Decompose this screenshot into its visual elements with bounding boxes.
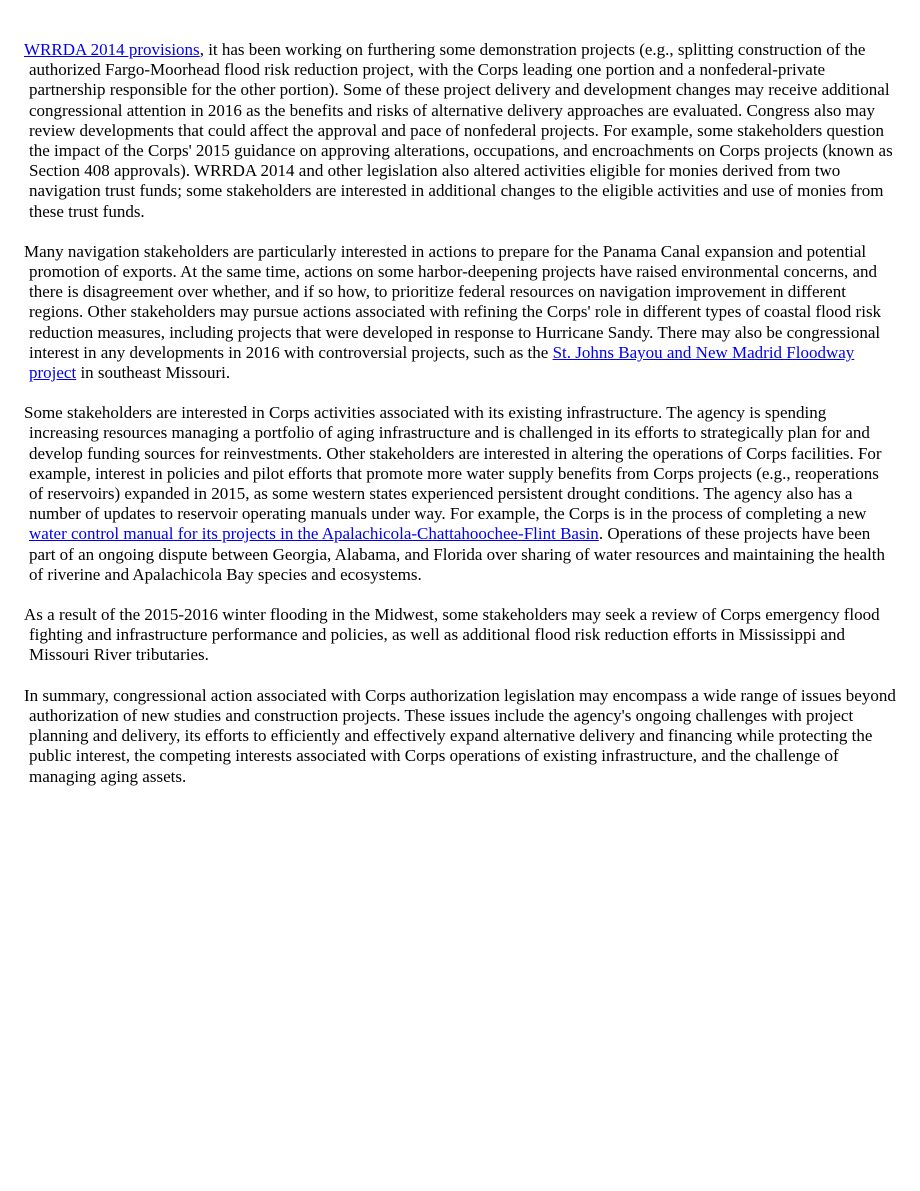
paragraph-winter-flooding [24,605,896,666]
paragraph-wrrda-provisions [24,40,896,222]
st-johns-bayou-link[interactable]: St. Johns Bayou and New Madrid Floodway project [29,342,855,383]
paragraph-text: . Operations of these projects have been part of an ongoing dispute between Georgia, Alabama, and Florida over sharing of water resources and maintaining the health of riverine and Apalachicola Bay species and ecosystems. [29,524,886,584]
water-control-manual-link[interactable]: water control manual for its projects in the Apalachicola-Chattahoochee-Flint Basin [29,524,599,544]
paragraph-text: In summary, congressional action associated with Corps authorization legislation may encompass a wide range of issues beyond authorization of new studies and construction projects. These issues include the agency's ongoing challenges with project planning and delivery, its efforts to efficiently and effectively expand alternative delivery and financing while protecting the public interest, the competing interests associated with Corps operations of existing infrastructure, and the challenge of managing aging assets. [24,685,896,786]
paragraph-existing-infrastructure [24,403,896,585]
paragraph-text: As a result of the 2015-2016 winter flooding in the Midwest, some stakeholders may seek a review of Corps emergency flood fighting and infrastructure performance and policies, as well as additional flood risk reduction efforts in Mississippi and Missouri River tributaries. [24,605,880,665]
paragraph-text: Many navigation stakeholders are particularly interested in actions to prepare for the Panama Canal expansion and potential promotion of exports. At the same time, actions on some harbor-deepening projects have raised environmental concerns, and there is disagreement over whether, and if so how, to prioritize federal resources on navigation improvement in different regions. Other stakeholders may pursue actions associated with refining the Corps' role in different types of coastal flood risk reduction measures, including projects that were developed in response to Hurricane Sandy. There may also be congressional interest in any developments in 2016 with controversial projects, such as the [24,241,882,362]
paragraph-summary [24,686,896,787]
wrrda-2014-provisions-link[interactable]: WRRDA 2014 provisions [24,40,200,59]
paragraph-text: , it has been working on furthering some demonstration projects (e.g., splitting construction of the authorized Fargo-Moorhead flood risk reduction project, with the Corps leading one portion and a nonfederal-private partnership responsible for the other portion). Some of these project delivery and development changes may receive additional congressional attention in 2016 as the benefits and risks of alternative delivery approaches are evaluated. Congress also may review developments that could affect the approval and pace of nonfederal projects. For example, some stakeholders question the impact of the Corps' 2015 guidance on approving alterations, occupations, and encroachments on Corps projects (known as Section 408 approvals). WRRDA 2014 and other legislation also altered activities eligible for monies derived from two navigation trust funds; some stakeholders are interested in additional changes to the eligible activities and use of monies from these trust funds. [29,40,893,221]
paragraph-text: in southeast Missouri. [76,363,231,383]
paragraph-text: Some stakeholders are interested in Corps activities associated with its existing infrastructure. The agency is spending increasing resources managing a portfolio of aging infrastructure and is challenged in its efforts to strategically plan for and develop funding sources for reinvestments. Other stakeholders are interested in altering the operations of Corps facilities. For example, interest in policies and pilot efforts that promote more water supply benefits from Corps projects (e.g., reoperations of reservoirs) expanded in 2015, as some western states experienced persistent drought conditions. The agency also has a number of updates to reservoir operating manuals under way. For example, the Corps is in the process of completing a new [24,403,882,524]
paragraph-navigation-stakeholders [24,242,896,383]
document-body [24,40,896,807]
